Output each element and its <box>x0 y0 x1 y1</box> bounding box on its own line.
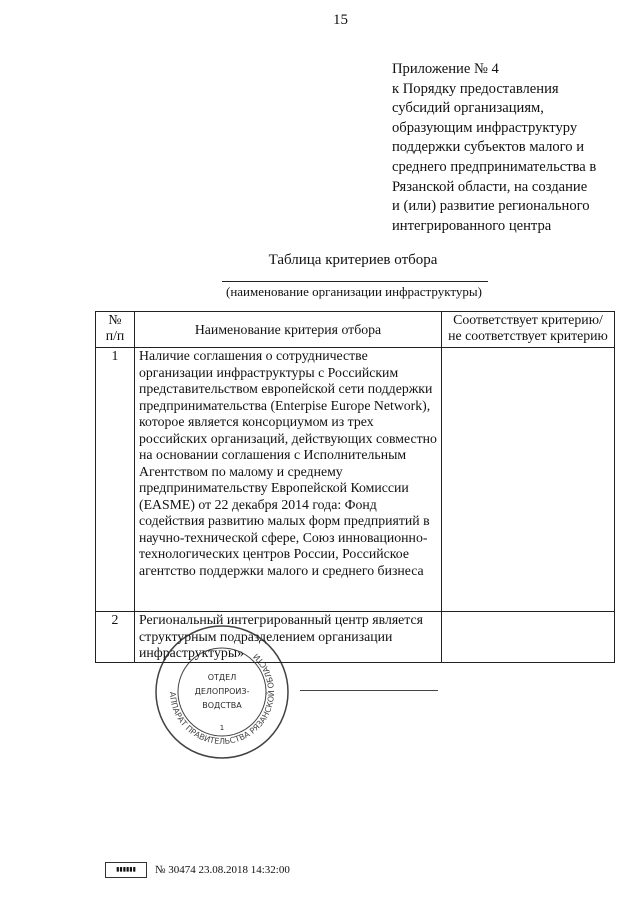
appendix-line: Приложение № 4 <box>392 61 499 77</box>
row-num: 1 <box>96 348 135 612</box>
criteria-table <box>95 311 615 663</box>
table-header-row <box>96 312 615 348</box>
appendix-line: интегрированного центра <box>392 217 552 234</box>
appendix-header <box>392 60 632 236</box>
stamp-line: ВОДСТВА <box>202 701 242 710</box>
header-num <box>96 312 135 348</box>
stamp-ring-text: АППАРАТ ПРАВИТЕЛЬСТВА РЯЗАНСКОЙ ОБЛАСТИ <box>167 651 277 747</box>
page-number: 15 <box>333 12 348 28</box>
table-title: Таблица критериев отбора <box>268 252 438 268</box>
header-num-line: № <box>108 312 122 327</box>
registry-logo-icon: ▮▮▮▮▮▮ <box>105 862 147 878</box>
header-num-line: п/п <box>105 328 125 343</box>
registration-stamp: № 30474 23.08.2018 14:32:00 <box>155 864 290 876</box>
appendix-line: Рязанской области, на создание <box>392 178 588 195</box>
stamp-line: ОТДЕЛ <box>207 673 237 682</box>
appendix-line: субсидий организациям, <box>392 100 544 117</box>
appendix-line: среднего предпринимательства в <box>392 158 597 175</box>
row-match <box>442 612 615 663</box>
header-match-line: Соответствует критерию/ <box>453 312 603 327</box>
header-name: Наименование критерия отбора <box>135 312 442 348</box>
appendix-line: и (или) развитие регионального <box>392 198 590 215</box>
appendix-line: к Порядку предоставления <box>392 80 559 97</box>
footer <box>105 862 290 878</box>
row-num: 2 <box>96 612 135 663</box>
signature-line <box>300 690 438 691</box>
row-match <box>442 348 615 612</box>
stamp-line: ДЕЛОПРОИЗ- <box>194 687 250 696</box>
table-row <box>96 348 615 612</box>
appendix-line: поддержки субъектов малого и <box>392 139 585 156</box>
org-name-line <box>222 281 488 282</box>
stamp-number: 1 <box>219 724 225 732</box>
org-name-caption: (наименование организации инфраструктуры) <box>226 284 482 299</box>
row-criterion: Наличие соглашения о сотрудничестве организации инфраструктуры с Российским представительством европейской сети поддержки предпринимательства (Enterpise Europe Network), которое является консорциумом из трех российских организаций, действующих совместно на основании соглашения с Исполнительным Агентством по малому и среднему предпринимательству Европейской Комиссии (EASME) от 22 декабря 2014 года: Фонд содействия развитию малых форм предприятий в научно-технической сфере, Союз инновационно-технологических центров России, Российское агентство поддержки малого и среднего бизнеса <box>135 348 442 612</box>
header-match <box>442 312 615 348</box>
official-stamp <box>152 622 292 762</box>
appendix-line: образующим инфраструктуру <box>392 119 578 136</box>
row-criterion: Региональный интегрированный центр является структурным подразделением организации инфраструктуры» <box>135 612 442 663</box>
header-match-line: не соответствует критерию <box>448 328 608 343</box>
